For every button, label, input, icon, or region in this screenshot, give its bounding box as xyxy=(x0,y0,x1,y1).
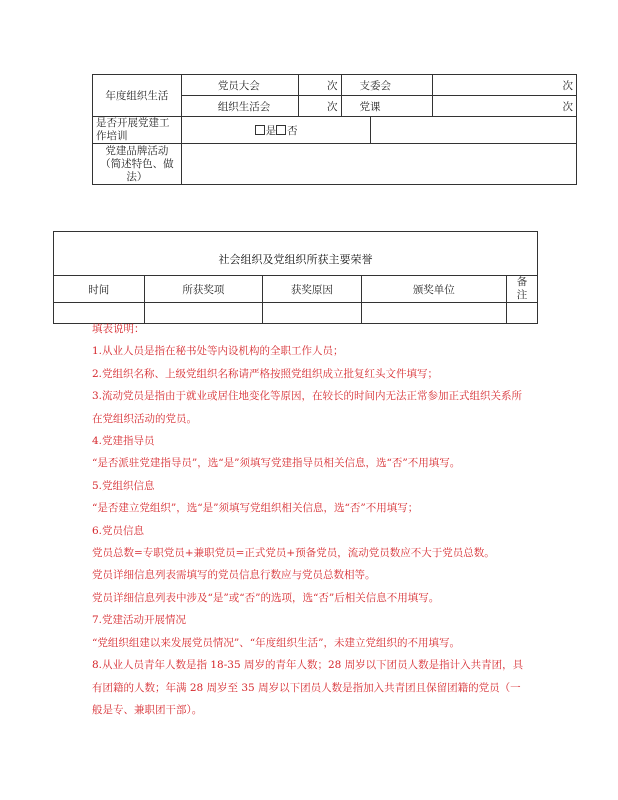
times-unit: 次 xyxy=(562,79,573,92)
organization-life-table xyxy=(92,74,577,185)
note-line: 6.党员信息 xyxy=(92,524,145,537)
no-label: 否 xyxy=(287,124,298,137)
note-line: 7.党建活动开展情况 xyxy=(92,614,187,627)
header-issuer: 颁奖单位 xyxy=(361,276,506,303)
yes-checkbox[interactable] xyxy=(255,125,265,135)
honors-table xyxy=(53,231,538,324)
note-line: 党员详细信息列表需填写的党员信息行数应与党员总数相等。 xyxy=(92,569,376,582)
note-line: 2.党组织名称、上级党组织名称请严格按照党组织成立批复红头文件填写； xyxy=(92,367,439,380)
brand-activity-label: 党建品牌活动（简述特色、做法） xyxy=(93,144,182,185)
honors-title: 社会组织及党组织所获主要荣誉 xyxy=(54,232,538,276)
note-line: 5.党组织信息 xyxy=(92,479,155,492)
times-unit: 次 xyxy=(327,100,338,113)
note-line: 3.流动党员是指由于就业或居住地变化等原因，在较长的时间内无法正常参加正式组织关系所在党组织活动的党员。 xyxy=(92,390,523,425)
brand-activity-field[interactable] xyxy=(181,144,576,185)
no-checkbox[interactable] xyxy=(276,125,286,135)
party-congress-times-cell[interactable] xyxy=(298,75,341,96)
branch-committee-times-cell[interactable] xyxy=(433,75,577,96)
note-line: 党员详细信息列表中涉及“是”或“否”的选项，选“否”后相关信息不用填写。 xyxy=(92,591,440,604)
notes-heading: 填表说明： xyxy=(92,323,145,335)
org-life-meeting-label: 组织生活会 xyxy=(181,96,298,117)
times-unit: 次 xyxy=(562,100,573,113)
note-line: “党组织组建以来发展党员情况”、“年度组织生活”，未建立党组织的不用填写。 xyxy=(92,636,460,649)
branch-committee-label: 支委会 xyxy=(341,75,433,96)
party-lesson-label: 党课 xyxy=(341,96,433,117)
filling-instructions xyxy=(92,318,528,721)
annual-life-label: 年度组织生活 xyxy=(93,75,182,117)
header-remarks: 备注 xyxy=(506,276,537,303)
header-award: 所获奖项 xyxy=(144,276,262,303)
header-reason: 获奖原因 xyxy=(263,276,362,303)
org-life-meeting-times-cell[interactable] xyxy=(298,96,341,117)
party-congress-label: 党员大会 xyxy=(181,75,298,96)
note-line: “是否派驻党建指导员”，选“是”须填写党建指导员相关信息，选“否”不用填写。 xyxy=(92,457,461,470)
note-line: 8.从业人员青年人数是指 18-35 周岁的青年人数；28 周岁以下团员人数是指计入共青团，具有团籍的人数；年满 28 周岁至 35 周岁以下团员人数是指加入共青团且保留团籍的党员（一般是专、兼职团干部）。 xyxy=(92,659,524,716)
training-options xyxy=(181,117,371,144)
times-unit: 次 xyxy=(327,79,338,92)
note-line: “是否建立党组织”，选“是”须填写党组织相关信息，选“否”不用填写； xyxy=(92,502,419,515)
note-line: 1.从业人员是指在秘书处等内设机构的全职工作人员； xyxy=(92,345,344,358)
party-lesson-times-cell[interactable] xyxy=(433,96,577,117)
note-line: 4.党建指导员 xyxy=(92,435,155,448)
header-time: 时间 xyxy=(54,276,145,303)
training-extra-cell xyxy=(371,117,577,144)
training-label: 是否开展党建工作培训 xyxy=(93,117,182,144)
yes-label: 是 xyxy=(265,124,277,137)
note-line: 党员总数=专职党员+兼职党员=正式党员+预备党员，流动党员数应不大于党员总数。 xyxy=(92,547,495,560)
